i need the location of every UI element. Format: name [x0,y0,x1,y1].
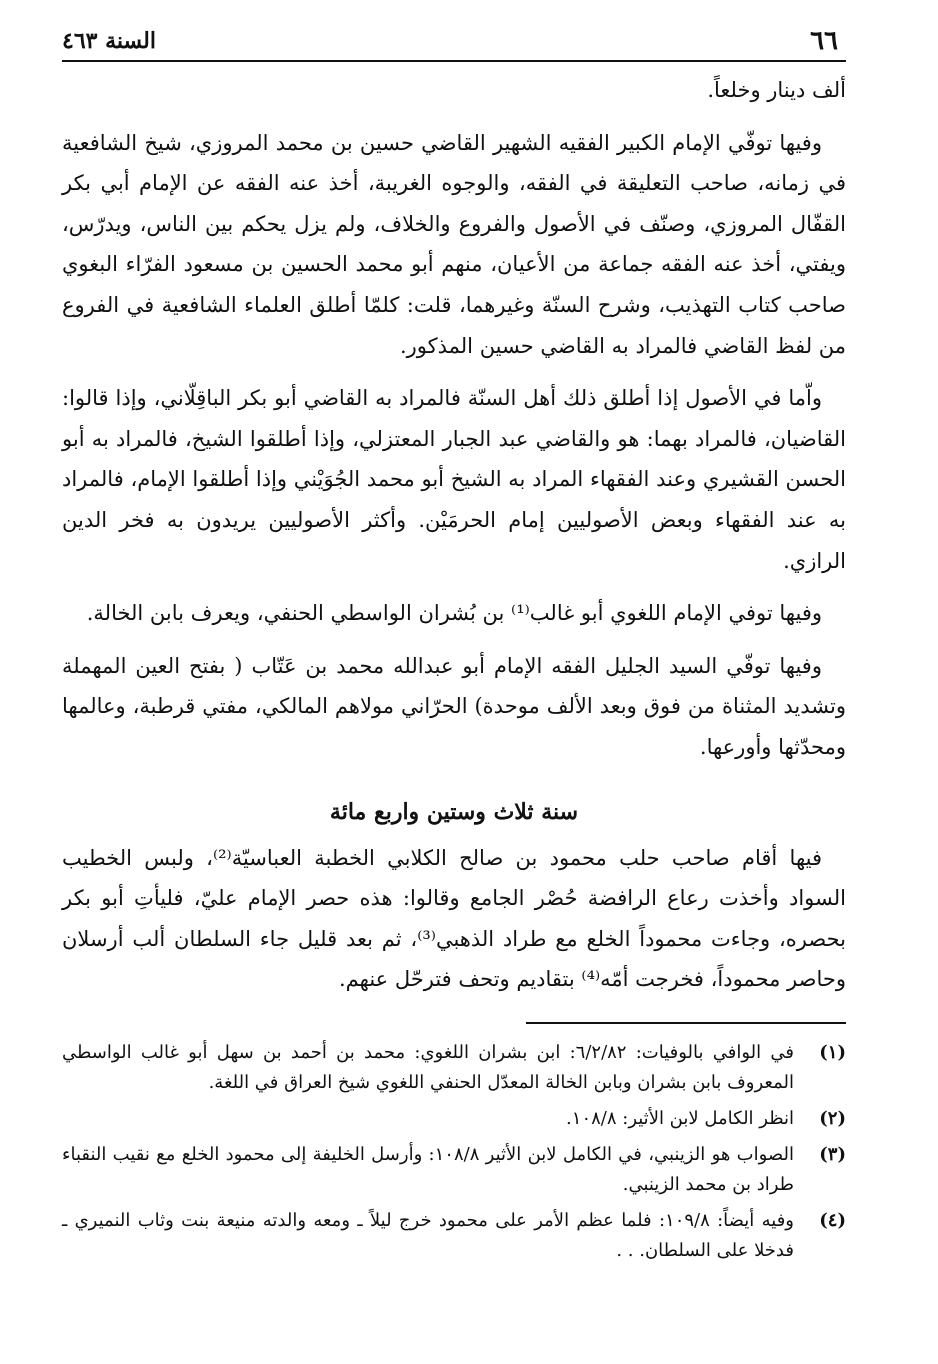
paragraph: ألف دينار وخلعاً. [707,78,846,102]
footnote-number: (١) [819,1041,846,1063]
paragraph: فيها أقام صاحب حلب محمود بن صالح الكلابي الخطبة العباسيّة⁽²⁾، ولبس الخطيب السواد وأخذت رعاع الرافضة حُصْر الجامع وقالوا: هذه حصر الإمام عليّ، فليأتِ أبو بكر بحصره، وجاءت محموداً الخلع مع طراد الذهبي⁽³⁾، ثم بعد قليل جاء السلطان ألب أرسلان وحاصر محموداً، فخرجت أمّه⁽⁴⁾ بتقاديم وتحف فترحّل عنهم. [62,845,847,992]
running-head: السنة ٤٦٣ [62,28,156,54]
paragraph: وفيها توفي الإمام اللغوي أبو غالب⁽¹⁾ بن بُشران الواسطي الحنفي، ويعرف بابن الخالة. [86,601,822,626]
book-page [62,22,846,1342]
footnote-divider [526,1022,846,1024]
main-text [62,70,846,1000]
footnote-number: (٣) [819,1143,846,1165]
footnote-text: وفيه أيضاً: ١٠٩/٨: فلما عظم الأمر على محمود خرج ليلاً ـ ومعه والدته منيعة بنت وثاب النميري ـ فدخلا على السلطان. . . [62,1209,794,1261]
paragraph: واّما في الأصول إذا أطلق ذلك أهل السنّة فالمراد به القاضي أبو بكر الباقِلّاني، وإذا قالوا: القاضيان، فالمراد بهما: هو والقاضي عبد الجبار المعتزلي، وإذا أطلقوا الشيخ، فالمراد به أبو الحسن القشيري وعند الفقهاء المراد به الشيخ أبو محمد الجُوَيْني وإذا أطلقوا الإمام، فالمراد به عند الفقهاء وبعض الأصوليين إمام الحرمَيْن. وأكثر الأصوليين يريدون به فخر الدين الرازي. [62,386,846,573]
page-header [62,22,846,62]
footnote-text: في الوافي بالوفيات: ٦/٢/٨٢: ابن بشران اللغوي: محمد بن أحمد بن سهل أبو غالب الواسطي المعروف بابن بشران وبابن الخالة المعدّل الحنفي اللغوي شيخ العراق في اللغة. [62,1041,794,1093]
paragraph: وفيها توفّي الإمام الكبير الفقيه الشهير القاضي حسين بن محمد المروزي، شيخ الشافعية في زمانه، صاحب التعليقة في الفقه، والوجوه الغريبة، أخذ عنه الفقه عن الإمام أبي بكر القفّال المروزي، وصنّف في الأصول والفروع والخلاف، ولم يزل يحكم بين الناس، ويدرّس، ويفتي، أخذ عنه الفقه جماعة من الأعيان، منهم أبو محمد الحسين بن مسعود الفرّاء البغوي صاحب كتاب التهذيب، وشرح السنّة وغيرهما، قلت: كلمّا أطلق العلماء الشافعية في الفروع من لفظ القاضي فالمراد به القاضي حسين المذكور. [62,130,846,358]
footnote-number: (٤) [819,1209,846,1231]
paragraph: وفيها توفّي السيد الجليل الفقه الإمام أبو عبدالله محمد بن عَتّاب ( بفتح العين المهملة وتشديد المثناة من فوق وبعد الألف موحدة) الحرّاني مولاهم المالكي، مفتي قرطبة، وعالمها ومحدّثها وأورعها. [62,653,846,759]
footnote-text: الصواب هو الزينبي، في الكامل لابن الأثير ١٠٨/٨: وأرسل الخليفة إلى محمود الخلع مع نقيب النقباء طراد بن محمد الزينبي. [62,1143,794,1195]
page-number: ٦٦ [810,26,838,56]
footnote [62,1206,846,1266]
footnote-number: (٢) [819,1107,846,1129]
footnote [62,1140,846,1200]
footnote-text: انظر الكامل لابن الأثير: ١٠٨/٨. [566,1107,794,1129]
footnote [62,1038,846,1098]
footnote [62,1104,846,1134]
footnotes [62,1038,846,1266]
section-title: سنة ثلاث وستين واربع مائة [329,798,579,825]
